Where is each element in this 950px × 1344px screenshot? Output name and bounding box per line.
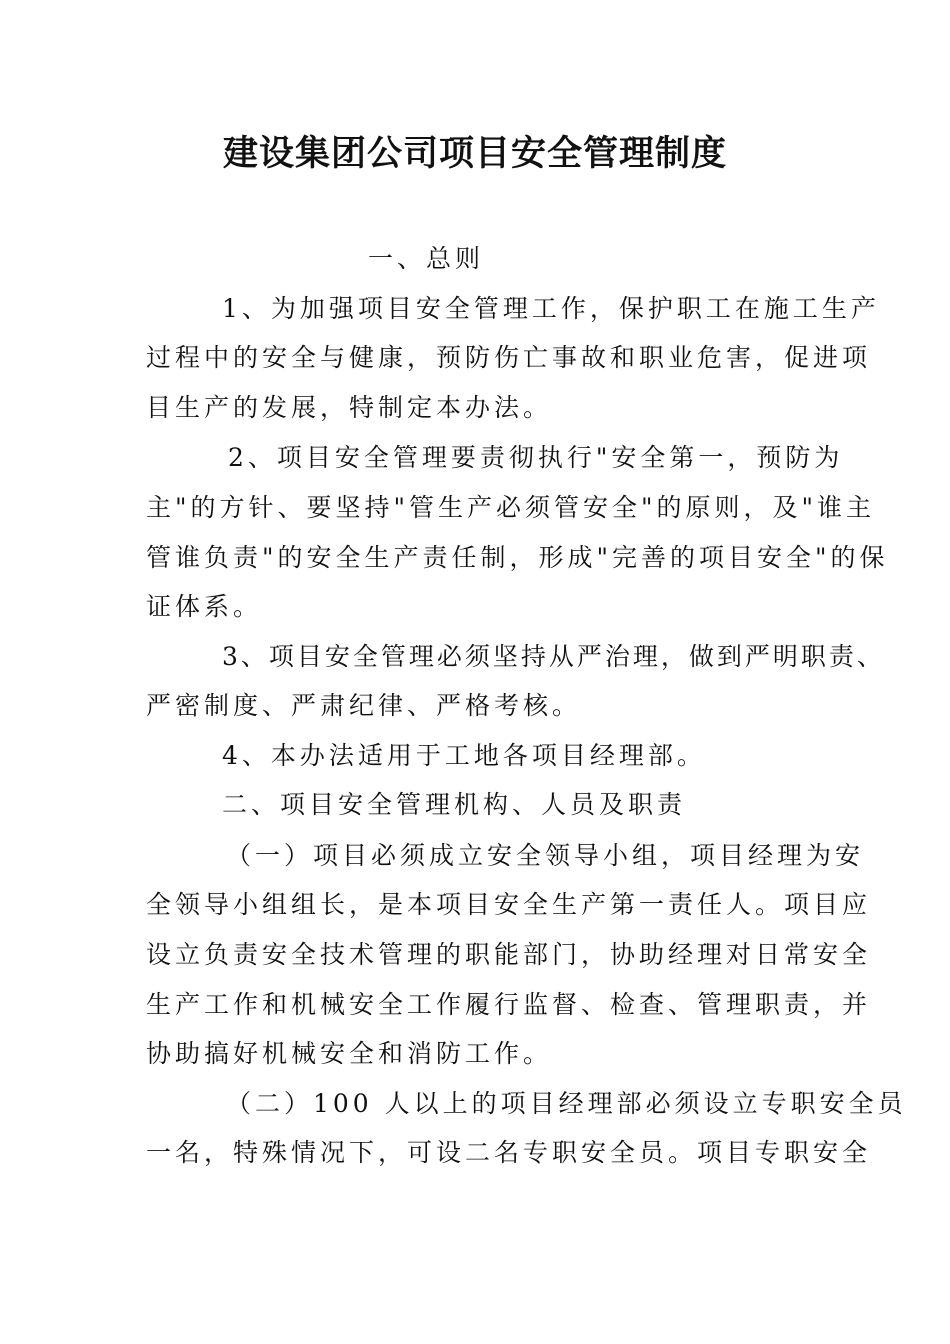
paragraph-line: 4、本办法适用于工地各项目经理部。: [222, 741, 706, 770]
paragraph-line: 一名，特殊情况下，可设二名专职安全员。项目专职安全: [146, 1138, 872, 1167]
section-heading: 二、项目安全管理机构、人员及职责: [222, 790, 687, 819]
paragraph-line: （二）100 人以上的项目经理部必须设立专职安全员: [226, 1089, 907, 1118]
paragraph-line: 严密制度、严肃纪律、严格考核。: [146, 691, 582, 720]
paragraph-line: 3、项目安全管理必须坚持从严治理，做到严明职责、: [222, 642, 885, 671]
paragraph-line: 2、项目安全管理要责彻执行"安全第一，预防为: [228, 443, 844, 472]
paragraph-line: 生产工作和机械安全工作履行监督、检查、管理职责，并: [146, 990, 872, 1019]
document-title: 建设集团公司项目安全管理制度: [222, 134, 727, 174]
paragraph-line: 主"的方针、要坚持"管生产必须管安全"的原则，及"谁主: [146, 493, 875, 522]
paragraph-line: 设立负责安全技术管理的职能部门，协助经理对日常安全: [146, 940, 872, 969]
paragraph-line: 1、为加强项目安全管理工作，保护职工在施工生产: [222, 294, 880, 323]
section-heading: 一、总则: [368, 244, 485, 273]
paragraph-line: 全领导小组组长，是本项目安全生产第一责任人。项目应: [146, 890, 872, 919]
paragraph-line: 协助搞好机械安全和消防工作。: [146, 1039, 553, 1068]
paragraph-line: 目生产的发展，特制定本办法。: [146, 393, 553, 422]
paragraph-line: 过程中的安全与健康，预防伤亡事故和职业危害，促进项: [146, 343, 872, 372]
paragraph-line: 管谁负责"的安全生产责任制，形成"完善的项目安全"的保: [146, 543, 889, 572]
paragraph-line: （一）项目必须成立安全领导小组，项目经理为安: [226, 841, 865, 870]
paragraph-line: 证体系。: [146, 592, 263, 621]
